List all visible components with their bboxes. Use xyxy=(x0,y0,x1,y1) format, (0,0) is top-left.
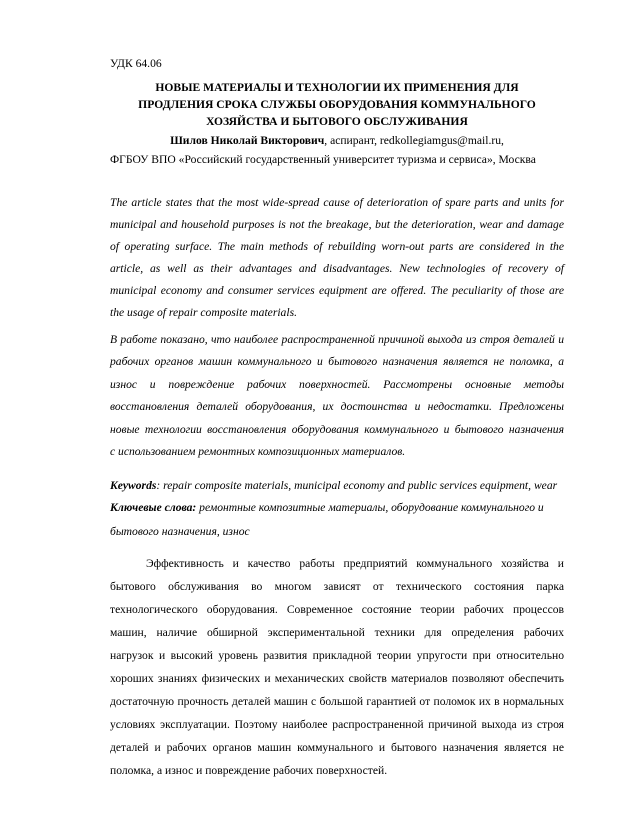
body-line: Эффективность и качество работы предприятий коммунального хозяйства и xyxy=(146,557,564,570)
keywords-text-ru: ремонтные композитные материалы, оборудование коммунального и xyxy=(196,501,544,514)
keywords-block xyxy=(110,476,564,542)
keywords-label-ru: Ключевые слова: xyxy=(110,501,197,514)
affiliation: ФГБОУ ВПО «Российский государственный университет туризма и сервиса», Москва xyxy=(110,153,536,166)
body-line: нагрузок и высокий уровень развития прикладной теории упругости при относительно xyxy=(110,649,564,662)
body-line: деталей и рабочих органов машин коммунального и бытового назначения является не xyxy=(110,741,564,754)
author-line xyxy=(110,133,564,149)
body-line: условиях эксплуатации. Поэтому наиболее распространенной причиной выхода из строя xyxy=(110,718,564,731)
abstract-line: рабочих органов машин коммунального и бытового назначения является не поломка, а xyxy=(110,355,564,369)
body-line: достаточную прочность деталей машин с большой гарантией от поломок их в нормальных xyxy=(110,695,564,708)
body-line: бытового обслуживания во многом зависят от технического состояния парка xyxy=(110,580,564,593)
abstract-line: с использованием ремонтных композиционных материалов. xyxy=(110,445,406,459)
title-line: НОВЫЕ МАТЕРИАЛЫ И ТЕХНОЛОГИИ ИХ ПРИМЕНЕНИЯ ДЛЯ xyxy=(155,81,519,94)
abstract-line: В работе показано, что наиболее распространенной причиной выхода из строя деталей и xyxy=(110,333,564,346)
abstract-english xyxy=(110,192,564,324)
title-line: ПРОДЛЕНИЯ СРОКА СЛУЖБЫ ОБОРУДОВАНИЯ КОММУНАЛЬНОГО xyxy=(138,98,536,111)
abstract-line: of operating surface. The main methods of rebuilding worn-out parts are considered in the xyxy=(110,240,564,253)
abstract-line: municipal economy and consumer services equipment are offered. The peculiarity of those are xyxy=(110,284,564,297)
author-name: Шилов Николай Викторович xyxy=(170,134,325,147)
body-line: поломка, а износ и повреждение рабочих поверхностей. xyxy=(110,764,388,777)
body-line: машин, наличие обширной экспериментальной техники для определения рабочих xyxy=(110,626,564,639)
abstract-line: новые технологии восстановления оборудования коммунального и бытового назначения xyxy=(110,422,564,436)
abstract-line: The article states that the most wide-spread cause of deterioration of spare parts and units for xyxy=(110,196,564,209)
keywords-label: Keywords xyxy=(110,479,157,492)
keywords-english xyxy=(110,476,564,496)
author-details: , аспирант, redkollegiamgus@mail.ru, xyxy=(324,134,504,147)
abstract-line: article, as well as their advantages and disadvantages. New technologies of recovery of xyxy=(110,262,564,275)
body-line: технологического оборудования. Современное состояние теории рабочих процессов xyxy=(110,603,564,616)
paper-title xyxy=(110,79,564,130)
abstract-line: износ и повреждение рабочих поверхностей. Рассмотрены основные методы xyxy=(110,377,564,391)
abstract-line: the usage of repair composite materials. xyxy=(110,306,297,319)
keywords-text: : repair composite materials, municipal economy and public services equipment, wear xyxy=(156,479,558,492)
keywords-text-ru-cont: бытового назначения, износ xyxy=(110,525,250,538)
udk-code: УДК 64.06 xyxy=(110,57,162,70)
abstract-line: восстановления деталей оборудования, их достоинства и недостатки. Предложены xyxy=(110,400,564,414)
abstract-line: municipal and household purposes is not the breakage, but the deterioration, wear and damage xyxy=(110,218,564,231)
abstract-russian xyxy=(110,329,564,463)
keywords-russian xyxy=(110,498,564,542)
body-paragraph xyxy=(110,552,564,782)
title-line: ХОЗЯЙСТВА И БЫТОВОГО ОБСЛУЖИВАНИЯ xyxy=(206,115,468,128)
body-line: хороших знаниях физических и механических свойств материалов позволяют обеспечить xyxy=(110,672,564,685)
